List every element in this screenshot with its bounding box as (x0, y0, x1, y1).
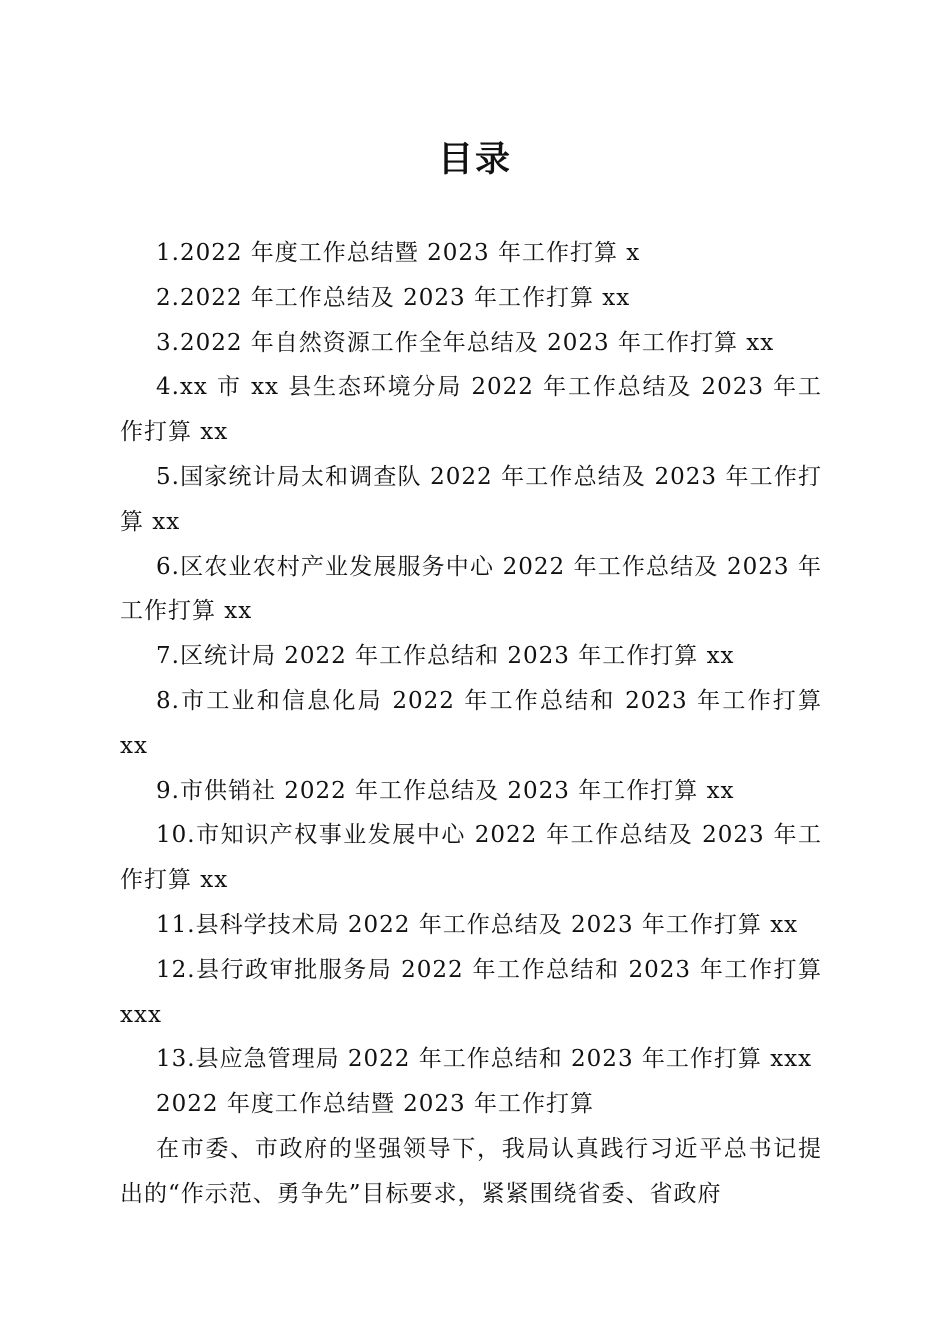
table-of-contents (120, 231, 822, 1217)
toc-item-8: 8.市工业和信息化局 2022 年工作总结和 2023 年工作打算 xx (120, 687, 822, 759)
toc-item-2: 2.2022 年工作总结及 2023 年工作打算 xx (156, 284, 631, 311)
toc-item-3: 3.2022 年自然资源工作全年总结及 2023 年工作打算 xx (156, 329, 775, 356)
toc-item-5: 5.国家统计局太和调查队 2022 年工作总结及 2023 年工作打算 xx (120, 463, 822, 535)
toc-item-9: 9.市供销社 2022 年工作总结及 2023 年工作打算 xx (156, 777, 735, 804)
toc-item-13: 13.县应急管理局 2022 年工作总结和 2023 年工作打算 xxx (156, 1046, 813, 1073)
section-title: 2022 年度工作总结暨 2023 年工作打算 (156, 1091, 594, 1118)
toc-item-12: 12.县行政审批服务局 2022 年工作总结和 2023 年工作打算 xxx (120, 956, 822, 1028)
toc-item-11: 11.县科学技术局 2022 年工作总结及 2023 年工作打算 xx (156, 911, 799, 938)
toc-item-7: 7.区统计局 2022 年工作总结和 2023 年工作打算 xx (156, 643, 735, 670)
toc-item-6: 6.区农业农村产业发展服务中心 2022 年工作总结及 2023 年工作打算 xx (120, 553, 822, 625)
toc-item-4: 4.xx 市 xx 县生态环境分局 2022 年工作总结及 2023 年工作打算 xx (120, 374, 822, 446)
toc-item-1: 1.2022 年度工作总结暨 2023 年工作打算 x (156, 240, 641, 266)
toc-item-10: 10.市知识产权事业发展中心 2022 年工作总结及 2023 年工作打算 xx (120, 822, 822, 894)
page-title: 目录 (437, 139, 512, 180)
body-paragraph: 在市委、市政府的坚强领导下，我局认真践行习近平总书记提出的“作示范、勇争先”目标要求，紧紧围绕省委、省政府 (120, 1135, 822, 1207)
